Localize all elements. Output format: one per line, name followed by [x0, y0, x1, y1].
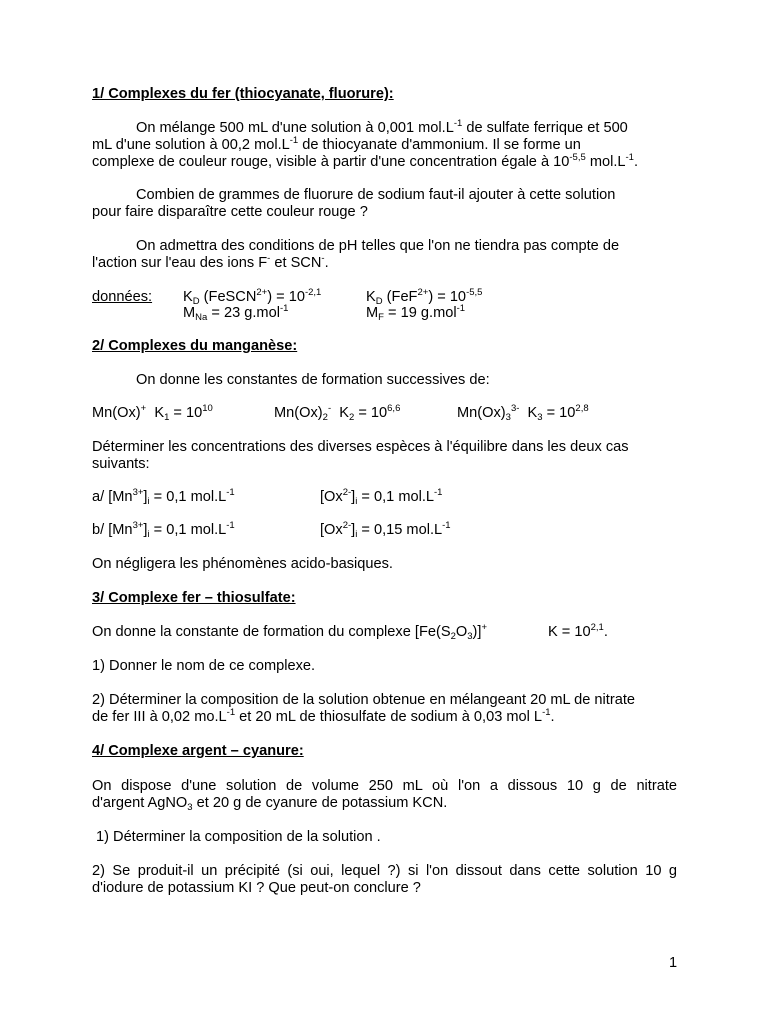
- molar-mass-f: $M_F = 19$ g.mol$^{-1}$: [366, 303, 466, 323]
- s1-p1-line2: mL d'une solution à 00,2 $mol.L^{-1}$ de thiocyanate d'ammonium. Il se forme un: [92, 135, 581, 153]
- case-a-ox: $[Ox^{2-}]_i = 0,1$ $mol.L^{-1}$: [320, 487, 443, 507]
- molar-mass-na: $M_{Na} = 23$ g.mol$^{-1}$: [183, 303, 289, 323]
- s1-p1-line3: complexe de couleur rouge, visible à partir d'une concentration égale à $10^{-5,5}$ $mol.L^{-1}$.: [92, 152, 639, 170]
- donnees-label: données:: [92, 289, 153, 305]
- s2-note: On négligera les phénomènes acido-basiques.: [92, 556, 393, 572]
- s1-p2-line1: Combien de grammes de fluorure de sodium faut-il ajouter à cette solution: [136, 187, 616, 203]
- s1-p3-line1: On admettra des conditions de pH telles que l'on ne tiendra pas compte de: [136, 238, 620, 254]
- s2-task-line1: Déterminer les concentrations des diverses espèces à l'équilibre dans les deux cas: [92, 439, 629, 455]
- s4-line1: On dispose d'une solution de volume 250 mL où l'on a dissous 10 g de nitrate: [92, 778, 677, 794]
- s3-question-2-line2: de fer III à 0,02 $mo.L^{-1}$ et 20 mL de thiosulfate de sodium à 0,03 mol $L^{-1}$.: [92, 707, 555, 725]
- s3-question-2-line1: 2) Déterminer la composition de la solution obtenue en mélangeant 20 mL de nitrate: [92, 692, 635, 708]
- section-4-title: 4/ Complexe argent – cyanure:: [92, 743, 304, 759]
- s4-question-2-line1: 2) Se produit-il un précipité (si oui, lequel ?) si l'on dissout dans cette solution 10 g: [92, 863, 677, 879]
- s2-intro: On donne les constantes de formation successives de:: [136, 372, 490, 388]
- case-a-mn: a/ $[Mn^{3+}]_i = 0,1$ $mol.L^{-1}$: [92, 487, 235, 507]
- s1-p2-line2: pour faire disparaître cette couleur rouge ?: [92, 204, 368, 220]
- page-number: 1: [669, 954, 678, 971]
- s4-question-1: 1) Déterminer la composition de la solution .: [96, 829, 381, 845]
- constant-k2: $Mn(Ox)_2^-$ $K_2 = 10^{6,6}$: [274, 403, 401, 423]
- kd-fef: $K_D$ $(FeF^{2+}) = 10^{-5,5}$: [366, 287, 483, 307]
- s1-p3-line2: l'action sur l'eau des ions F- et SCN-.: [92, 253, 329, 271]
- case-b-mn: b/ $[Mn^{3+}]_i = 0,1$ $mol.L^{-1}$: [92, 520, 235, 540]
- section-2-title: 2/ Complexes du manganèse:: [92, 338, 298, 354]
- kd-fescn: $K_D$ (FeSCN$^{2+}$) = $10^{-2,1}$: [183, 287, 322, 307]
- constant-k3: $Mn(Ox)_3^{3-}$ $K_3 = 10^{2,8}$: [457, 403, 589, 423]
- s3-question-1: 1) Donner le nom de ce complexe.: [92, 658, 316, 674]
- s3-line1: On donne la constante de formation du complexe $[Fe(S_2O_3)]^+$: [92, 622, 488, 642]
- section-1-title: 1/ Complexes du fer (thiocyanate, fluorure):: [92, 86, 394, 102]
- case-b-ox: $[Ox^{2-}]_i = 0,15$ $mol.L^{-1}$: [320, 520, 451, 540]
- s3-constant-k: $K = 10^{2,1}$.: [548, 622, 608, 640]
- s2-task-line2: suivants:: [92, 456, 150, 472]
- s4-line2: d'argent AgNO$_3$ et 20 g de cyanure de potassium KCN.: [92, 795, 448, 813]
- s1-p1-line1: On mélange 500 mL d'une solution à 0,001 $mol.L^{-1}$ de sulfate ferrique et 500: [136, 118, 628, 136]
- constant-k1: Mn(Ox)+ $K_1 = 10^{10}$: [92, 403, 213, 423]
- s4-question-2-line2: d'iodure de potassium KI ? Que peut-on conclure ?: [92, 880, 421, 896]
- section-3-title: 3/ Complexe fer – thiosulfate:: [92, 590, 296, 606]
